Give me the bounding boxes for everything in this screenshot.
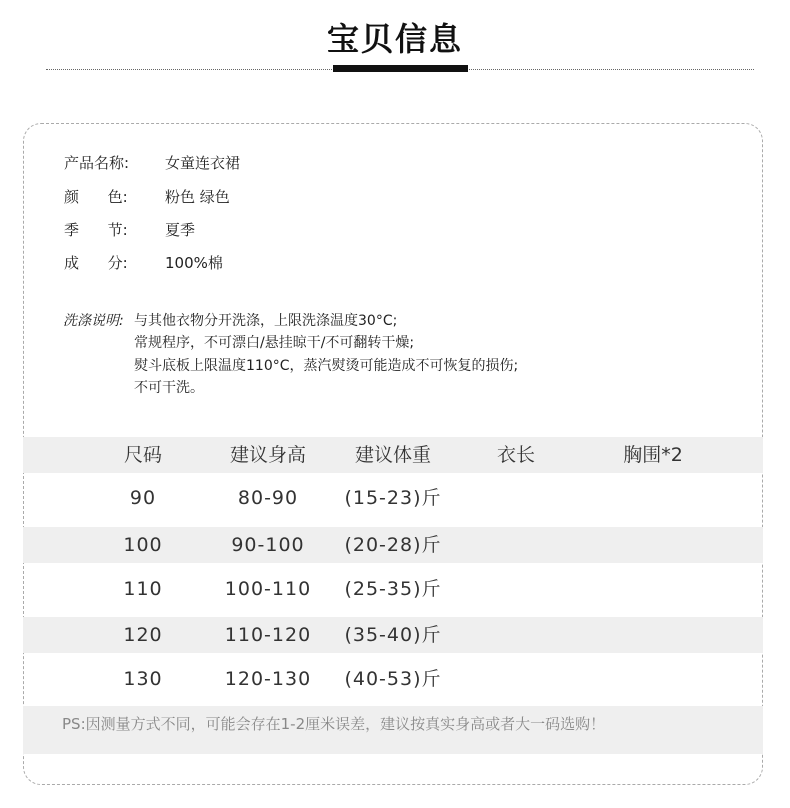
page-title: 宝贝信息: [326, 20, 463, 58]
wash-line: 与其他衣物分开洗涤，上限洗涤温度30°C;: [134, 313, 398, 329]
table-header-cell: 衣长: [496, 444, 535, 466]
table-header-cell: 尺码: [123, 444, 162, 466]
wash-line: 熨斗底板上限温度110°C，蒸汽熨烫可能造成不可恢复的损伤;: [134, 358, 519, 374]
table-row: [23, 527, 763, 563]
measurement-note: PS:因测量方式不同，可能会存在1-2厘米误差，建议按真实身高或者大一码选购！: [62, 715, 606, 733]
table-cell: (20-28)斤: [344, 534, 442, 556]
info-value: 100%棉: [165, 254, 223, 272]
table-cell: 100: [123, 534, 163, 556]
table-cell: (15-23)斤: [344, 487, 442, 509]
table-cell: 120-130: [224, 668, 312, 690]
table-cell: 110: [123, 578, 163, 600]
table-cell: 100-110: [224, 578, 312, 600]
table-cell: (35-40)斤: [344, 624, 442, 646]
table-header-row: [23, 437, 763, 473]
wash-line: 常规程序，不可漂白/悬挂晾干/不可翻转干燥;: [134, 335, 415, 351]
table-header-cell: 胸围*2: [623, 444, 683, 466]
table-row: [23, 480, 763, 516]
table-cell: 120: [123, 624, 163, 646]
table-cell: 90-100: [231, 534, 305, 556]
table-row: [23, 661, 763, 697]
wash-line: 不可干洗。: [134, 380, 204, 396]
table-cell: 80-90: [237, 487, 299, 509]
info-key: 成 分:: [64, 254, 128, 272]
wash-label: 洗涤说明:: [63, 313, 124, 329]
info-value: 夏季: [165, 221, 196, 239]
table-cell: 90: [129, 487, 157, 509]
info-value: 女童连衣裙: [165, 154, 241, 172]
table-header-cell: 建议体重: [354, 444, 431, 466]
table-row: [23, 571, 763, 607]
info-key: 产品名称:: [64, 154, 130, 172]
table-cell: (40-53)斤: [344, 668, 442, 690]
table-cell: (25-35)斤: [344, 578, 442, 600]
title-underline-bar: [333, 65, 468, 72]
info-key: 颜 色:: [64, 188, 128, 206]
table-cell: 130: [123, 668, 163, 690]
info-value: 粉色 绿色: [165, 188, 230, 206]
table-row: [23, 617, 763, 653]
table-cell: 110-120: [224, 624, 312, 646]
info-key: 季 节:: [64, 221, 128, 239]
table-header-cell: 建议身高: [229, 444, 306, 466]
